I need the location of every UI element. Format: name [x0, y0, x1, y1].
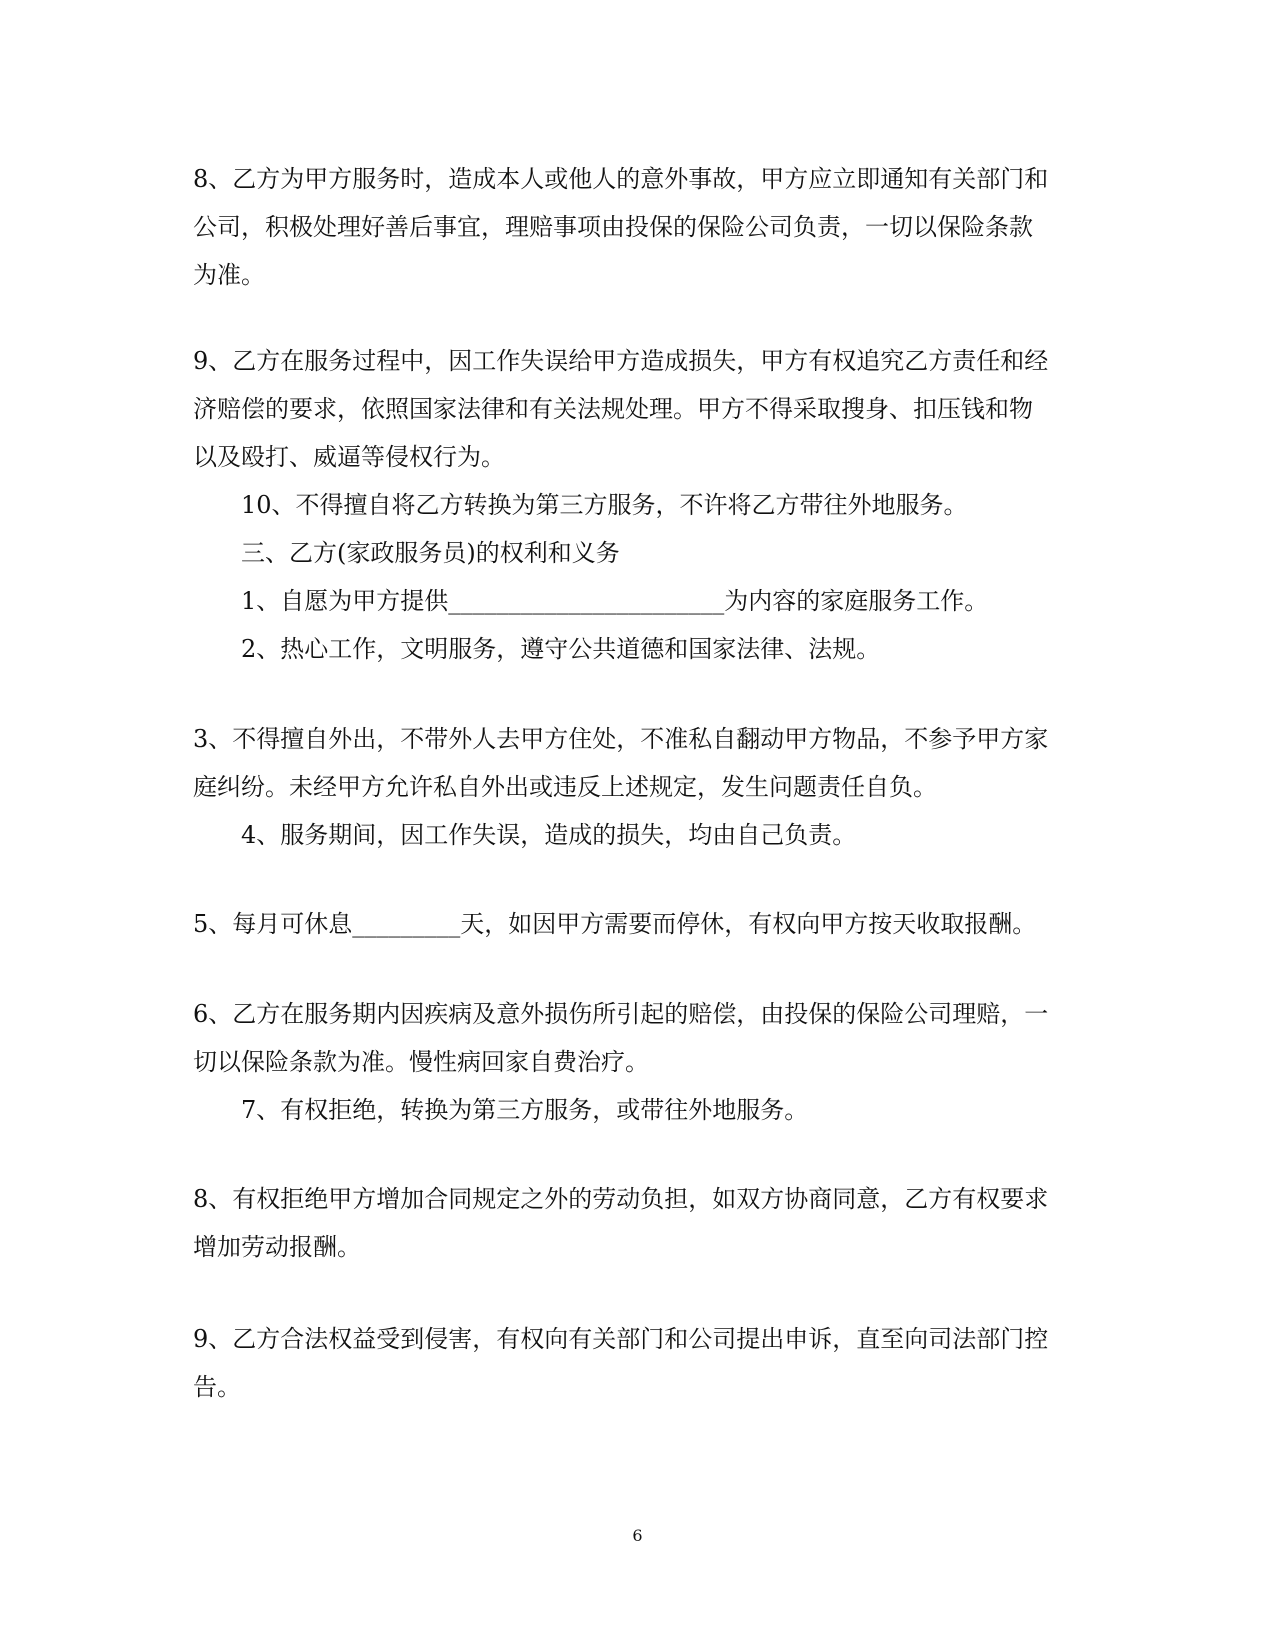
paragraph-line: 切以保险条款为准。慢性病回家自费治疗。 [193, 1048, 649, 1076]
paragraph-line: 告。 [193, 1373, 241, 1401]
paragraph-clause-6-party-b [193, 990, 1083, 1086]
paragraph-clause-8-party-a [193, 155, 1083, 299]
paragraph-clause-4-party-b [241, 811, 1083, 859]
paragraph-line: 1、自愿为甲方提供_______________________为内容的家庭服务工作。 [241, 587, 989, 615]
paragraph-line: 4、服务期间，因工作失误，造成的损失，均由自己负责。 [241, 821, 857, 849]
paragraph-line: 3、不得擅自外出，不带外人去甲方住处，不准私自翻动甲方物品，不参予甲方家 [193, 725, 1049, 753]
paragraph-line: 9、乙方在服务过程中，因工作失误给甲方造成损失，甲方有权追究乙方责任和经 [193, 347, 1049, 375]
paragraph-line: 6、乙方在服务期内因疾病及意外损伤所引起的赔偿，由投保的保险公司理赔，一 [193, 1000, 1049, 1028]
paragraph-line: 10、不得擅自将乙方转换为第三方服务，不许将乙方带往外地服务。 [241, 491, 968, 519]
paragraph-line: 8、乙方为甲方服务时，造成本人或他人的意外事故，甲方应立即通知有关部门和 [193, 165, 1049, 193]
paragraph-line: 9、乙方合法权益受到侵害，有权向有关部门和公司提出申诉，直至向司法部门控 [193, 1325, 1049, 1353]
paragraph-line: 济赔偿的要求，依照国家法律和有关法规处理。甲方不得采取搜身、扣压钱和物 [193, 395, 1033, 423]
page-number: 6 [632, 1526, 643, 1545]
paragraph-clause-1-party-b [241, 577, 1083, 625]
paragraph-line: 8、有权拒绝甲方增加合同规定之外的劳动负担，如双方协商同意，乙方有权要求 [193, 1185, 1049, 1213]
paragraph-line: 2、热心工作，文明服务，遵守公共道德和国家法律、法规。 [241, 635, 881, 663]
paragraph-line: 7、有权拒绝，转换为第三方服务，或带往外地服务。 [241, 1096, 809, 1124]
paragraph-line: 以及殴打、威逼等侵权行为。 [193, 443, 505, 471]
paragraph-clause-10 [241, 481, 1083, 529]
paragraph-line: 公司，积极处理好善后事宜，理赔事项由投保的保险公司负责，一切以保险条款 [193, 213, 1033, 241]
paragraph-clause-2-party-b [241, 625, 1083, 673]
paragraph-clause-5-party-b [193, 900, 1083, 948]
paragraph-clause-8-party-b [193, 1175, 1083, 1271]
paragraph-line: 为准。 [193, 261, 265, 289]
paragraph-clause-7-party-b [241, 1086, 1083, 1134]
section-heading-text: 三、乙方(家政服务员)的权利和义务 [241, 539, 620, 567]
paragraph-clause-9-party-b [193, 1315, 1083, 1411]
section-heading-3 [241, 529, 1083, 577]
paragraph-clause-3-party-b [193, 715, 1083, 811]
paragraph-line: 5、每月可休息_________天，如因甲方需要而停休，有权向甲方按天收取报酬。 [193, 910, 1037, 938]
paragraph-line: 庭纠纷。未经甲方允许私自外出或违反上述规定，发生问题责任自负。 [193, 773, 937, 801]
paragraph-line: 增加劳动报酬。 [193, 1233, 361, 1261]
paragraph-clause-9-party-a [193, 337, 1083, 481]
